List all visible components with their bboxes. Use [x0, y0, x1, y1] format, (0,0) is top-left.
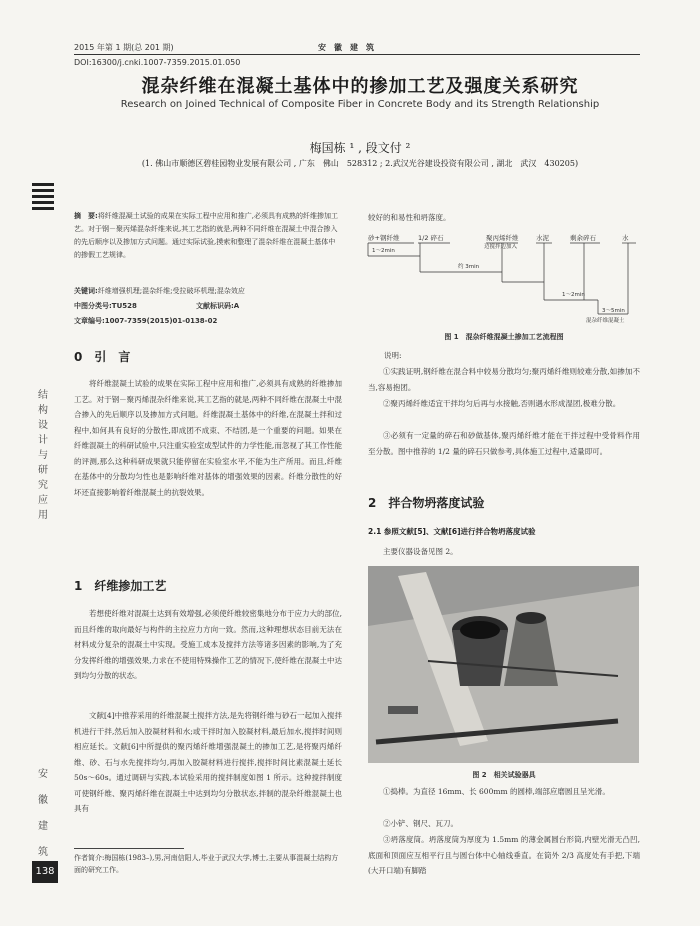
clc-number: 中图分类号:TU528 [74, 302, 137, 310]
apparatus-item-3: ③坍落度筒。坍落度筒为厚度为 1.5mm 的薄金属圆台形筒,内壁光滑无凸凹,底面和顶面应互相平行且与圆台体中心轴线垂直。在筒外 2/3 高度处有手把,下端(大开口端)有脚踏 [368, 835, 640, 875]
flow-node-pp-fiber-note: 边搅拌边加入 [484, 244, 518, 250]
figure-2-photo [368, 566, 639, 763]
flow-lines [368, 243, 636, 314]
title-chinese: 混杂纤维在混凝土基体中的掺加工艺及强度关系研究 [141, 76, 579, 97]
note-3: ③必须有一定量的碎石和砂做基体,聚丙烯纤维才能在干拌过程中受骨料作用至分散。图中推荐的 1/2 量的碎石只做参考,具体施工过程中,适量即可。 [368, 431, 640, 456]
flow-node-pp-fiber: 聚丙烯纤维 [486, 234, 519, 242]
section-0-paragraph: 将纤维混凝土试验的成果在实际工程中应用和推广,必须具有成熟的纤维掺加工艺。对于钢－聚丙烯混杂纤维来说,其工艺指的就是,两种不同纤维在混凝土中混合掺入的先后顺序以及掺加方式问题。纤维混凝土基体中的纤维,在混凝土拌和过程中,如何具有良好的分散性,即成团不成束、不结团,是一个重要的问题。如果在纤维混凝土的科研试验中,只注重实验室成型试件的力学性能,而忽视了其工作性能的评测,那么这种科研成果就只能停留在实验室水平,不能为生产所用。而且,纤维在基体中的分散均匀性也是影响纤维对基体的增强效果的因素。纤维分散性的好坏还直接影响着纤维混凝土的抗裂效果。 [74, 379, 342, 497]
flow-time-4: 3～5min [602, 308, 625, 314]
abstract-label: 摘 要: [74, 212, 98, 220]
document-code: 文献标识码:A [196, 302, 240, 310]
page-number: 138 [32, 861, 58, 883]
affiliation: (1. 佛山市顺德区碧桂园物业发展有限公司 , 广东 佛山 528312 ; 2.武汉光谷建设投资有限公司 , 湖北 武汉 430205) [141, 159, 579, 168]
flow-node-half-gravel: 1/2 碎石 [418, 234, 444, 242]
flow-time-3: 1～2min [562, 292, 585, 298]
section-2-1-paragraph: 主要仪器设备见图 2。 [383, 547, 458, 556]
apparatus-item-1: ①捣棒。为直径 16mm、长 600mm 的圆棒,端部应磨圆且呈光滑。 [383, 787, 610, 796]
article-number: 文章编号:1007-7359(2015)01-0138-02 [74, 317, 218, 325]
section-0-title: 0 引 言 [74, 350, 131, 364]
keywords-label: 关键词: [74, 287, 98, 295]
right-column-intro: 较好的和易性和坍落度。 [368, 213, 451, 222]
side-label-bottom: 安徽建筑 [38, 769, 48, 858]
notes-label: 说明: [384, 351, 402, 360]
flow-time-2: 约 3min [458, 264, 480, 270]
section-1-paragraph-1: 若想使纤维对混凝土达到有效增强,必须使纤维较密集地分布于应力大的部位,而且纤维的取向最好与构件的主拉应力方向一致。然而,这种理想状态目前无法在材料成分复杂的混凝土中实现。受施工成本及搅拌方法等诸多因素的影响,为了充分发挥纤维的增强效果,力求在不使用特殊操作工艺的情况下,使纤维在混凝土中达到均匀分散的状态。 [74, 609, 342, 680]
flow-output: 混杂纤维混凝土 [586, 318, 625, 324]
section-2-title: 2 拌合物坍落度试验 [368, 496, 485, 510]
photo-illustration [368, 566, 639, 763]
doi-label: DOI:16300/j.cnki.1007-7359.2015.01.050 [74, 58, 241, 67]
flow-time-1: 1～2min [372, 248, 395, 254]
figure-2-caption: 图 2 相关试验器具 [472, 771, 536, 779]
section-2-1-title: 2.1 参照文献[5]、文献[6]进行拌合物坍落度试验 [368, 527, 536, 536]
keywords-text: 纤维增强机理;混杂纤维;受拉破坏机理;混杂效应 [97, 287, 245, 295]
apparatus-item-2: ②小铲、钢尺、瓦刀。 [383, 819, 458, 828]
title-english: Research on Joined Technical of Composite Fiber in Concrete Body and its Strength Relationship [120, 99, 600, 110]
decorative-bars [32, 183, 54, 213]
flow-node-sand-steel: 砂+钢纤维 [368, 234, 400, 242]
issue-label: 2015 年第 1 期(总 201 期) [74, 43, 174, 52]
footnote-rule [74, 848, 184, 849]
abstract [74, 210, 342, 262]
flow-node-water: 水 [622, 234, 629, 242]
journal-name: 安 徽 建 筑 [318, 43, 374, 52]
author-footnote: 作者简介:梅国栋(1983–),男,河南信阳人,毕业于武汉大学,博士,主要从事混凝土结构方面的研究工作。 [74, 854, 339, 874]
header-rule [74, 54, 640, 55]
flow-node-cement: 水泥 [536, 234, 549, 242]
section-1-paragraph-2: 文献[4]中推荐采用的纤维混凝土搅拌方法,是先将钢纤维与砂石一起加入搅拌机进行干拌,然后加入胶凝材料和水;或干拌时加入胶凝材料,最后加水,搅拌时间则相应延长。文献[6]中所提供的聚丙烯纤维增强混凝土的掺加工艺,是将聚丙烯纤维、砂、石与水先搅拌均匀,再加入胶凝材料进行搅拌,搅拌时间比素混凝土延长 50s～60s。通过调研与实践,本试验采用的搅拌制度如图 1 所示。这种搅拌制度可使钢纤维、聚丙烯纤维在混凝土中达到均匀分散状态,拌制的混杂纤维混凝土也具有 [74, 711, 343, 813]
section-1-title: 1 纤维掺加工艺 [74, 579, 167, 593]
figure-1-flowchart [366, 232, 638, 324]
flow-node-rest-gravel: 剩余碎石 [570, 234, 596, 242]
note-1: ①实践证明,钢纤维在混合料中较易分散均匀;聚丙烯纤维则较难分散,如掺加不当,容易抱团。 [368, 367, 640, 392]
figure-1-caption: 图 1 混杂纤维混凝土掺加工艺流程图 [444, 333, 564, 341]
keywords-line [74, 286, 342, 296]
authors: 梅国栋 ¹ , 段文付 ² [309, 141, 411, 155]
abstract-text: 将纤维混凝土试验的成果在实际工程中应用和推广,必须具有成熟的纤维掺加工艺。对于钢－聚丙烯混杂纤维来说,其工艺指的就是,两种不同纤维在混凝土中混合掺入的先后顺序以及掺加方式问题。通过实际试验,摸索和整理了混杂纤维在混凝土基体中的掺假工艺规律。 [74, 212, 339, 259]
note-2: ②聚丙烯纤维适宜干拌均匀后再与水接触,否则遇水形成湿团,极难分散。 [383, 399, 621, 408]
side-label-top: 结构设计与研究应用 [38, 390, 48, 521]
